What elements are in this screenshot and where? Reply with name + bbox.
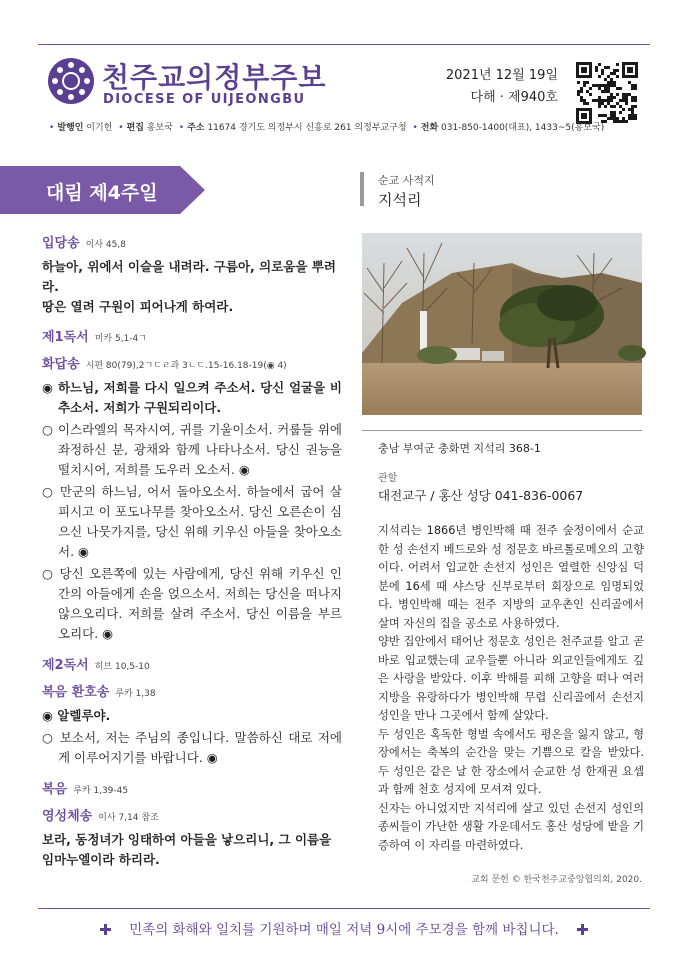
qr-code-icon[interactable] bbox=[576, 62, 638, 124]
psalm-head: 화답송 bbox=[42, 357, 80, 372]
acclamation-head: 복음 환호송 bbox=[42, 685, 110, 700]
diocese-logo-icon bbox=[48, 58, 94, 104]
entrance-ref: 이사 45,8 bbox=[85, 240, 126, 250]
sunday-banner bbox=[0, 166, 205, 214]
address-label: 주소 bbox=[187, 123, 205, 133]
gospel-heading bbox=[42, 778, 342, 797]
shrine-paragraph-2: 양반 집안에서 태어난 정문호 성인은 천주교를 알고 곧바로 입교했는데 교우들뿐 아니라 외교인들에게도 깊은 사랑을 받았다. 이후 박해를 피해 고향을 떠나 여러 지방을 유랑하다가 병인박해 무렵 신리골에서 손선지 성인을 만나 그곳에서 함께 살았다. bbox=[378, 635, 644, 722]
acclamation-ref: 루카 1,38 bbox=[115, 689, 156, 699]
footer bbox=[0, 918, 688, 938]
gospel-ref: 루카 1,39-45 bbox=[73, 786, 129, 796]
issue-number: 다해 · 제940호 bbox=[470, 90, 558, 105]
reading2-ref: 히브 10,5-10 bbox=[94, 662, 150, 672]
publisher-label: 발행인 bbox=[57, 123, 84, 133]
second-reading-heading bbox=[42, 654, 342, 673]
first-reading-heading bbox=[42, 326, 342, 345]
shrine-paragraph-3: 두 성인은 혹독한 형벌 속에서도 평온을 잃지 않고, 형장에서는 축복의 순간을 맞는 기쁨으로 칼을 받았다. 두 성인은 같은 날 한 장소에서 순교한 성 한재권 요셉과 함께 천호 성지에 모셔져 있다. bbox=[378, 727, 644, 796]
shrine-kicker: 순교 사적지 bbox=[378, 174, 435, 187]
publisher-value: 이기헌 bbox=[86, 123, 113, 133]
psalm-verse-3: ○ 당신 오른쪽에 있는 사람에게, 당신 위해 키우신 인간의 아들에게 손을 얹으소서. 저희는 당신을 떠나지 않으오리다. 저희를 살려 주소서. 당신 이름을 부르오리다. ◉ bbox=[42, 566, 342, 641]
shrine-divider bbox=[362, 430, 642, 431]
shrine-accent-bar bbox=[360, 172, 364, 206]
editor-value: 홍보국 bbox=[146, 123, 173, 133]
shrine-title: 지석리 bbox=[378, 191, 422, 209]
top-rule bbox=[38, 44, 650, 45]
cross-icon bbox=[577, 924, 588, 935]
cross-icon bbox=[100, 924, 111, 935]
masthead-info: • 발행인 이기헌 • 편집 홍보국 • 주소 11674 경기도 의정부시 신흥로 261 의정부교구청 • 전화 031-850-1400(대표), 1433~5(홍보국) bbox=[49, 123, 605, 133]
reading1-ref: 미카 5,1-4ㄱ bbox=[94, 334, 147, 344]
reading2-head: 제2독서 bbox=[42, 658, 89, 673]
psalm-response: ◉ 하느님, 저희를 다시 일으켜 주소서. 당신 얼굴을 비추소서. 저희가 구원되리이다. bbox=[42, 380, 342, 415]
reading1-head: 제1독서 bbox=[42, 330, 89, 345]
psalm-verse-2: ○ 만군의 하느님, 어서 돌아오소서. 하늘에서 굽어 살피시고 이 포도나무를 찾아오소서. 당신 오른손이 심으신 나뭇가지를, 당신 위해 키우신 아들을 찾아오소서. ◉ bbox=[42, 484, 342, 559]
entrance-line-1: 하늘아, 위에서 이슬을 내려라. 구름아, 의로움을 뿌려라. bbox=[42, 259, 336, 294]
liturgy-column bbox=[42, 232, 342, 870]
bottom-rule bbox=[38, 908, 650, 909]
psalm-verse-1: ○ 이스라엘의 목자시여, 귀를 기울이소서. 커룹들 위에 좌정하신 분, 광채와 함께 나타나소서. 당신 권능을 떨치시어, 저희를 도우러 오소서. ◉ bbox=[42, 422, 342, 477]
psalm-ref: 시편 80(79),2ㄱㄷㄹ과 3ㄴㄷ.15-16.18-19(◉ 4) bbox=[85, 361, 287, 371]
psalm-heading bbox=[42, 353, 342, 372]
brand-name-english: DIOCESE OF UIJEONGBU bbox=[103, 92, 306, 107]
shrine-paragraph-4: 신자는 아니었지만 지석리에 살고 있던 손선지 성인의 종씨들이 가난한 생활 가운데서도 홍산 성당에 밭을 기증하여 이 자리를 마련하였다. bbox=[378, 801, 644, 852]
acclamation-response: ◉ 알렐루야. bbox=[42, 708, 111, 723]
shrine-address: 충남 부여군 충화면 지석리 368-1 bbox=[378, 442, 541, 455]
entrance-antiphon-heading bbox=[42, 232, 342, 251]
phone-value: 031-850-1400(대표), 1433~5(홍보국) bbox=[441, 123, 605, 133]
phone-label: 전화 bbox=[420, 123, 439, 133]
shrine-paragraph-1: 지석리는 1866년 병인박해 때 전주 숲정이에서 순교한 성 손선지 베드로와 성 정문호 바르톨로메오의 고향이다. 어려서 입교한 손선지 성인은 열렬한 신앙심 덕분에 16세 때 샤스당 신부로부터 회장으로 임명되었다. 병인박해 때는 전주 지방의 교우촌인 신리골에서 살며 자신의 집을 공소로 사용하였다. bbox=[378, 524, 644, 630]
communion-heading bbox=[42, 805, 342, 824]
communion-ref: 이사 7,14 참조 bbox=[98, 813, 159, 823]
shrine-description bbox=[378, 522, 644, 855]
sunday-title: 대림 제4주일 bbox=[46, 182, 158, 204]
gospel-head: 복음 bbox=[42, 782, 68, 797]
acclamation-heading bbox=[42, 681, 342, 700]
shrine-photo bbox=[362, 233, 642, 415]
brand-name: 천주교의정부주보 bbox=[102, 61, 327, 94]
shrine-contact-label: 관할 bbox=[378, 473, 398, 484]
shrine-credit: 교회 문헌 © 한국천주교중앙협의회, 2020. bbox=[471, 875, 642, 885]
address-value: 11674 경기도 의정부시 신흥로 261 의정부교구청 bbox=[207, 123, 407, 133]
footer-text: 민족의 화해와 일치를 기원하며 매일 저녁 9시에 주모경을 함께 바칩니다. bbox=[129, 922, 559, 938]
shrine-contact: 대전교구 / 홍산 성당 041-836-0067 bbox=[378, 488, 584, 503]
entrance-head: 입당송 bbox=[42, 236, 80, 251]
communion-text: 보라, 동정녀가 잉태하여 아들을 낳으리니, 그 이름을 임마누엘이라 하리라. bbox=[42, 832, 332, 867]
communion-head: 영성체송 bbox=[42, 809, 93, 824]
issue-date: 2021년 12월 19일 bbox=[445, 68, 558, 83]
acclamation-verse: ○ 보소서, 저는 주님의 종입니다. 말씀하신 대로 저에게 이루어지기를 바랍니다. ◉ bbox=[42, 730, 342, 765]
entrance-line-2: 땅은 열려 구원이 피어나게 하여라. bbox=[42, 299, 234, 314]
editor-label: 편집 bbox=[126, 123, 144, 133]
